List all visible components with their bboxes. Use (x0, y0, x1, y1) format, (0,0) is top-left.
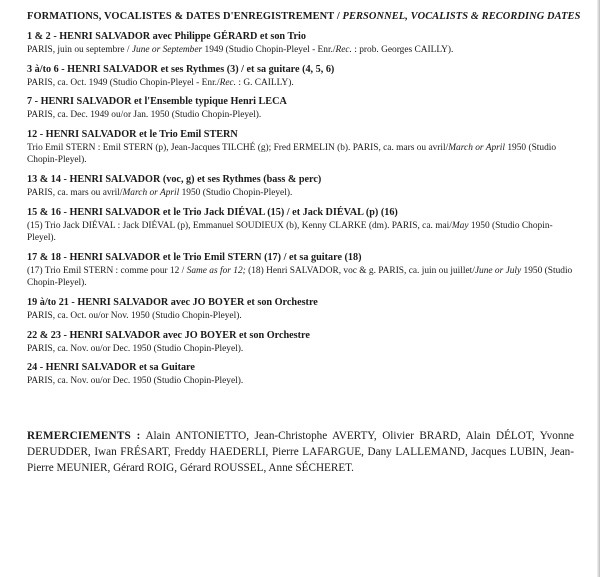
entry-details (27, 265, 578, 290)
entry-detail-segment: June or July (474, 265, 522, 276)
recording-entry (27, 95, 578, 122)
entry-title: 7 - HENRI SALVADOR et l'Ensemble typique Henri LECA (27, 96, 287, 108)
entry-details (27, 187, 578, 200)
recording-entry (27, 329, 578, 356)
entry-detail-segment: Rec. (335, 45, 352, 55)
entry-title: 15 & 16 - HENRI SALVADOR et le Trio Jack DIÉVAL (15) / et Jack DIÉVAL (p) (16) (27, 206, 398, 218)
entry-title: 22 & 23 - HENRI SALVADOR avec JO BOYER et son Orchestre (27, 329, 310, 341)
header-french: FORMATIONS, VOCALISTES & DATES D'ENREGISTREMENT / (27, 11, 340, 22)
recording-entry (27, 173, 578, 200)
entry-title: 12 - HENRI SALVADOR et le Trio Emil STERN (27, 128, 238, 140)
entry-title: 1 & 2 - HENRI SALVADOR avec Philippe GÉRARD et son Trio (27, 31, 306, 42)
entry-title: 24 - HENRI SALVADOR et sa Guitare (27, 362, 195, 374)
entry-detail-segment: March or April (122, 187, 180, 198)
entry-details (27, 142, 578, 167)
entry-detail-segment: PARIS, juin ou septembre / (27, 45, 130, 55)
entry-detail-segment: : prob. Georges CAILLY). (351, 45, 454, 55)
entry-detail-segment: PARIS, ca. Oct. ou/or Nov. 1950 (Studio Chopin-Pleyel). (27, 310, 242, 321)
recording-entry (27, 63, 578, 90)
entry-detail-segment: 1950 (Studio Chopin-Pleyel). (27, 265, 573, 289)
recording-entry (27, 361, 578, 388)
entry-detail-segment: PARIS, ca. Nov. ou/or Dec. 1950 (Studio Chopin-Pleyel). (27, 343, 244, 354)
acknowledgements-label: REMERCIEMENTS : (27, 429, 141, 442)
entry-details (27, 109, 578, 122)
section-header (27, 10, 581, 23)
acknowledgements (27, 428, 578, 476)
entry-detail-segment: May (451, 220, 469, 231)
recording-entry (27, 206, 578, 245)
entry-detail-segment: PARIS, ca. Dec. 1949 ou/or Jan. 1950 (Studio Chopin-Pleyel). (27, 110, 262, 121)
entry-details (27, 375, 578, 388)
recording-list (27, 30, 578, 388)
entry-detail-segment: : G. CAILLY). (236, 77, 294, 88)
entry-title: 13 & 14 - HENRI SALVADOR (voc, g) et ses Rythmes (bass & perc) (27, 173, 322, 185)
entry-detail-segment: (17) Trio Emil STERN : comme pour 12 / (27, 265, 185, 276)
entry-detail-segment: 1949 (Studio Chopin-Pleyel - Enr./ (202, 45, 336, 55)
entry-detail-segment: (18) Henri SALVADOR, voc & g. PARIS, ca. juin ou juillet/ (245, 265, 475, 276)
entry-details (27, 44, 578, 57)
entry-details (27, 77, 578, 90)
entry-title: 3 à/to 6 - HENRI SALVADOR et ses Rythmes (3) / et sa guitare (4, 5, 6) (27, 63, 335, 75)
recording-entry (27, 251, 578, 290)
entry-detail-segment: 1950 (Studio Chopin-Pleyel). (27, 142, 557, 166)
entry-detail-segment: (15) Trio Jack DIÉVAL : Jack DIÉVAL (p), Emmanuel SOUDIEUX (b), Kenny CLARKE (dm). PARIS, ca. mai/ (27, 220, 452, 231)
recording-entry (27, 296, 578, 323)
entry-title: 19 à/to 21 - HENRI SALVADOR avec JO BOYER et son Orchestre (27, 296, 318, 308)
entry-detail-segment: March or April (448, 142, 506, 153)
entry-detail-segment: Rec. (219, 77, 237, 88)
entry-detail-segment: Trio Emil STERN : Emil STERN (p), Jean-Jacques TILCHÉ (g); Fred ERMELIN (b). PARIS, ca. mars ou avril/ (27, 142, 449, 153)
entry-detail-segment: June or September (129, 45, 203, 55)
header-english: PERSONNEL, VOCALISTS & RECORDING DATES (342, 11, 581, 22)
recording-entry (27, 30, 578, 57)
entry-detail-segment: Same as for 12; (184, 265, 246, 276)
entry-title: 17 & 18 - HENRI SALVADOR et le Trio Emil STERN (17) / et sa guitare (18) (27, 251, 362, 263)
recording-entry (27, 128, 578, 167)
entry-detail-segment: 1950 (Studio Chopin-Pleyel). (27, 220, 553, 244)
acknowledgements-text: Alain ANTONIETTO, Jean-Christophe AVERTY, Olivier BRARD, Alain DÉLOT, Yvonne DERUDDER, Iwan FRÉSART, Freddy HAEDERLI, Pierre LAFARGUE, Dany LALLEMAND, Jacques LUBIN, Jean-Pierre MEUNIER, Gérard ROIG, Gérard ROUSSEL, Anne SÉCHERET. (27, 429, 575, 474)
entry-detail-segment: 1950 (Studio Chopin-Pleyel). (179, 187, 293, 198)
entry-detail-segment: PARIS, ca. mars ou avril/ (27, 187, 123, 198)
entry-details (27, 220, 578, 245)
entry-details (27, 310, 578, 323)
entry-detail-segment: PARIS, ca. Oct. 1949 (Studio Chopin-Pleyel - Enr./ (27, 77, 220, 88)
entry-detail-segment: PARIS, ca. Nov. ou/or Dec. 1950 (Studio Chopin-Pleyel). (27, 376, 244, 387)
entry-details (27, 343, 578, 356)
